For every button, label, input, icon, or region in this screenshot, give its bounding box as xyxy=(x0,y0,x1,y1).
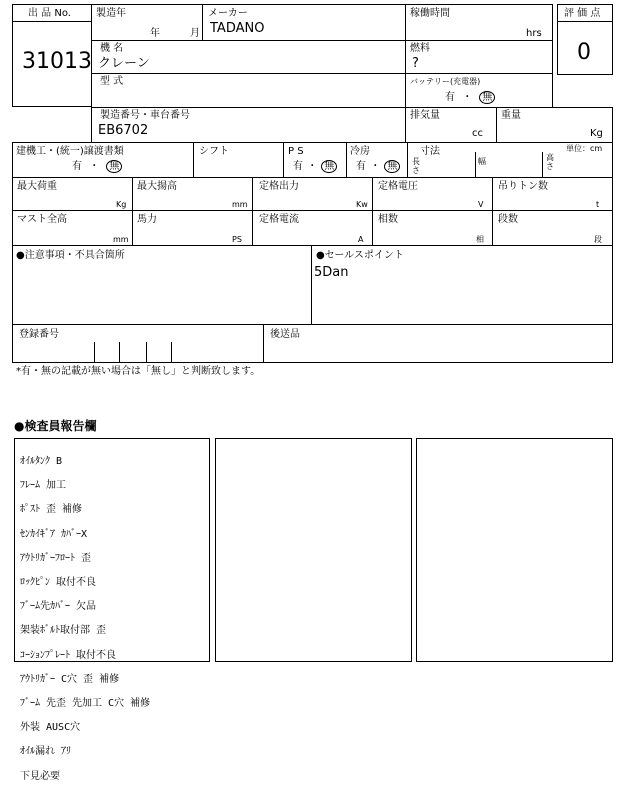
inspector-line: ﾌﾞｰﾑ先ｶﾊﾞｰ 欠品 xyxy=(20,601,97,613)
hoist-unit: t xyxy=(596,200,600,209)
max-load-unit: Kg xyxy=(116,200,127,209)
rated-current-label: 定格電流 xyxy=(259,214,299,225)
year-label: 製造年 xyxy=(96,8,126,19)
transfer-no: 無 xyxy=(106,160,122,173)
phase-label: 相数 xyxy=(378,214,398,225)
inspector-box-3 xyxy=(416,438,613,662)
fuel-label: 燃料 xyxy=(410,43,430,54)
weight-label: 重量 xyxy=(501,110,521,121)
transfer-yes: 有 xyxy=(72,161,82,172)
reg-label: 登録番号 xyxy=(19,329,59,340)
inspector-line: ｵｲﾙﾀﾝｸ B xyxy=(20,456,63,468)
inspector-line: 外装 AUSC穴 xyxy=(20,722,81,734)
inspector-line: 架装ﾎﾞﾙﾄ取付部 歪 xyxy=(20,625,107,637)
serial-label: 製造番号・車台番号 xyxy=(100,110,190,121)
reg-divider-1 xyxy=(94,342,95,363)
dims-label: 寸法 xyxy=(420,146,440,157)
inspector-line: ｾﾝｶｲｷﾞｱ ｶﾊﾞｰX xyxy=(20,528,88,540)
dims-divider-1 xyxy=(475,152,476,178)
inspector-line: ﾌﾚｰﾑ 加工 xyxy=(20,480,67,492)
maker-label: メーカー xyxy=(208,8,248,19)
reg-divider-4 xyxy=(171,342,172,363)
footnote: *有・無の記載が無い場合は「無し」と判断致します。 xyxy=(16,366,261,377)
ac-options xyxy=(356,160,400,173)
inspector-line: ｱｳﾄﾘｶﾞｰﾌﾛｰﾄ 歪 xyxy=(20,552,92,564)
inspector-line: 下見必要 xyxy=(20,770,60,782)
inspector-line: ｺｰｼｮﾝﾌﾟﾚｰﾄ 取付不良 xyxy=(20,649,117,661)
ac-label: 冷房 xyxy=(350,146,370,157)
height-label: 高さ xyxy=(546,153,554,171)
year-unit-month: 月 xyxy=(190,28,200,39)
inspector-line: ｱｳﾄﾘｶﾞｰ C穴 歪 補修 xyxy=(20,673,120,685)
type-cell xyxy=(91,73,406,108)
displacement-unit: cc xyxy=(472,128,483,139)
width-label: 幅 xyxy=(478,157,486,166)
displacement-label: 排気量 xyxy=(410,110,440,121)
battery-yes: 有 xyxy=(445,92,455,103)
model-label: 機 名 xyxy=(100,43,124,54)
rated-voltage-unit: V xyxy=(478,200,484,209)
len-label: 長さ xyxy=(412,157,420,175)
mast-label: マスト全高 xyxy=(17,214,67,225)
inspector-line: ﾌﾞｰﾑ 先歪 先加工 C穴 補修 xyxy=(20,697,151,709)
rated-voltage-label: 定格電圧 xyxy=(378,181,418,192)
shift-label: シフト xyxy=(199,146,229,157)
max-load-label: 最大荷重 xyxy=(17,181,57,192)
mast-unit: mm xyxy=(113,235,129,244)
ps-sep: ・ xyxy=(307,161,318,172)
sales-value: 5Dan xyxy=(314,265,349,280)
ps-yes: 有 xyxy=(293,161,303,172)
year-unit-year: 年 xyxy=(150,28,160,39)
transfer-label: 建機工・(統一)譲渡書類 xyxy=(16,146,124,157)
stages-label: 段数 xyxy=(498,214,518,225)
ps-no: 無 xyxy=(321,160,337,173)
ac-yes: 有 xyxy=(356,161,366,172)
rating-value: 0 xyxy=(577,40,591,65)
inspector-line: ﾛｯｸﾋﾟﾝ 取付不良 xyxy=(20,577,97,589)
serial-value: EB6702 xyxy=(98,123,149,138)
hp-unit: PS xyxy=(232,235,242,244)
battery-sep: ・ xyxy=(462,92,473,103)
stages-unit: 段 xyxy=(594,235,602,244)
ps-label: P S xyxy=(288,146,304,157)
fuel-value: ? xyxy=(412,56,419,71)
battery-label: バッテリー(充電器) xyxy=(410,77,481,86)
inspector-lines xyxy=(20,444,150,795)
inspector-line: ﾎﾟｽﾄ 歪 補修 xyxy=(20,504,83,516)
phase-unit: 相 xyxy=(476,235,484,244)
inspector-line: ｵｲﾙ漏れ ｱﾘ xyxy=(20,746,72,758)
sales-label: ●セールスポイント xyxy=(316,250,404,261)
inspector-box-2 xyxy=(215,438,412,662)
ac-sep: ・ xyxy=(370,161,381,172)
rated-output-label: 定格出力 xyxy=(259,181,299,192)
max-lift-label: 最大揚高 xyxy=(137,181,177,192)
caution-label: ●注意事項・不具合箇所 xyxy=(16,250,125,261)
ps-options xyxy=(293,160,337,173)
hours-label: 稼働時間 xyxy=(410,8,450,19)
transfer-options xyxy=(72,160,122,173)
ac-no: 無 xyxy=(384,160,400,173)
lot-no-label: 出 品 No. xyxy=(28,8,71,19)
weight-unit: Kg xyxy=(590,128,603,139)
rated-current-unit: A xyxy=(358,235,364,244)
max-lift-unit: mm xyxy=(232,200,248,209)
reg-divider-2 xyxy=(119,342,120,363)
inspector-title: ●検査員報告欄 xyxy=(14,419,97,433)
hoist-label: 吊りトン数 xyxy=(498,181,548,192)
ship-cell xyxy=(263,324,613,363)
rating-label: 評 価 点 xyxy=(564,8,601,19)
rated-output-unit: Kw xyxy=(356,200,368,209)
hours-unit: hrs xyxy=(526,28,542,39)
model-value: クレーン xyxy=(98,56,150,71)
hp-label: 馬力 xyxy=(137,214,157,225)
transfer-sep: ・ xyxy=(89,161,100,172)
lot-no: 31013 xyxy=(22,49,92,74)
reg-divider-3 xyxy=(146,342,147,363)
battery-no: 無 xyxy=(479,91,495,104)
ship-label: 後送品 xyxy=(270,329,300,340)
dims-divider-2 xyxy=(542,152,543,178)
battery-options xyxy=(445,91,495,104)
unit-note: 単位：cm xyxy=(566,144,603,153)
type-label: 型 式 xyxy=(100,76,124,87)
maker-value: TADANO xyxy=(210,21,265,36)
